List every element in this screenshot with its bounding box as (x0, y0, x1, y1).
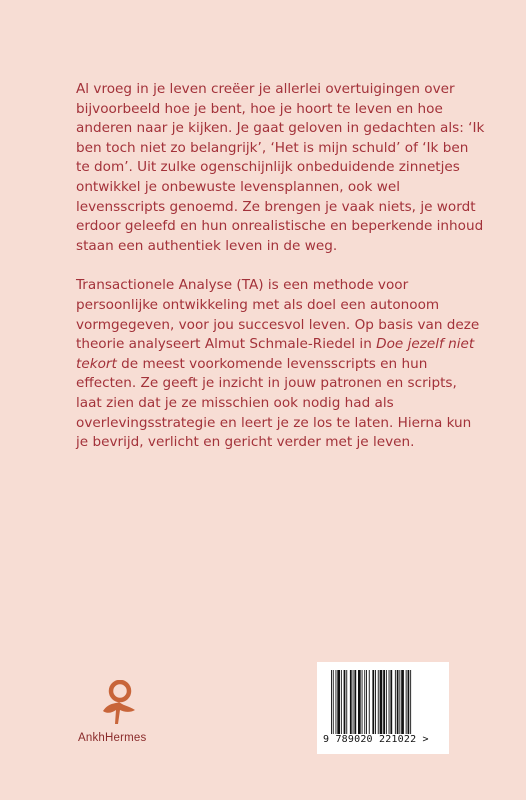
publisher-name: AnkhHermes (78, 732, 147, 744)
barcode-bar (336, 670, 337, 734)
barcode-bar (354, 670, 356, 734)
blurb-paragraph-2-end: de meest voorkomende levensscripts en hun effecten. Ze geeft je inzicht in jouw patronen en scripts, laat zien dat je ze misschien ook nodig had als overlevingsstrategie en leert je ze los te laten. Hierna kun je bevrijd, verlicht en gericht verder met je leven. (76, 355, 472, 451)
barcode-bar (375, 670, 376, 734)
barcode-bar (397, 670, 399, 734)
isbn-barcode (317, 662, 449, 754)
barcode-bar (369, 670, 370, 734)
barcode-bar (353, 670, 354, 734)
barcode-bar (380, 670, 383, 734)
barcode-bar (366, 670, 367, 734)
barcode-bar (358, 670, 361, 734)
barcode-bar (364, 670, 365, 734)
barcode-bar (399, 670, 400, 734)
blurb-paragraph-1: Al vroeg in je leven creëer je allerlei overtuigingen over bijvoorbeeld hoe je bent, hoe je hoort te leven en hoe anderen naar je kijken. Je gaat geloven in gedachten als: ‘Ik ben toch niet zo belangrijk’, ‘Het is mijn schuld’ of ‘Ik ben te dom’. Uit zulke ogenschijnlijk onbeduidende zinnetjes ontwikkel je onbewuste levensplannen, ook wel levensscripts genoemd. Ze brengen je vaak niets, je wordt erdoor geleefd en hun onrealistische en beperkende inhoud staan een authentiek leven in de weg. (76, 81, 485, 254)
barcode-bar (344, 670, 346, 734)
barcode-bar (378, 670, 379, 734)
ankh-logo-icon (96, 680, 140, 726)
barcode-bar (350, 670, 352, 734)
barcode-bar (406, 670, 407, 734)
barcode-bar (390, 670, 392, 734)
barcode-bar (408, 670, 410, 734)
barcode-bar (410, 670, 411, 734)
barcode-bar (341, 670, 342, 734)
barcode-bar (386, 670, 387, 734)
back-cover-blurb (76, 80, 486, 453)
barcode-bar (333, 670, 334, 734)
blurb-paragraph-2 (76, 276, 486, 452)
barcode-bar (362, 670, 363, 734)
barcode-bar (389, 670, 390, 734)
barcode-bar (331, 670, 332, 734)
publisher-logo (78, 680, 168, 750)
barcode-bar (395, 670, 396, 734)
blurb-paragraph-2-start: Transactionele Analyse (TA) is een methode voor persoonlijke ontwikkeling met als doel een autonoom vormgegeven, voor jou succesvol leven. Op basis van deze theorie analyseert Almut Schmale-Riedel in (76, 277, 480, 353)
barcode-bar (346, 670, 347, 734)
barcode-bar (401, 670, 404, 734)
book-title: Doe jezelf niet tekort (76, 336, 475, 372)
barcode-bars (331, 670, 437, 734)
barcode-bar (372, 670, 374, 734)
barcode-bar (383, 670, 385, 734)
barcode-bar (337, 670, 340, 734)
isbn-number: 9 789020 221022 > (323, 734, 429, 745)
